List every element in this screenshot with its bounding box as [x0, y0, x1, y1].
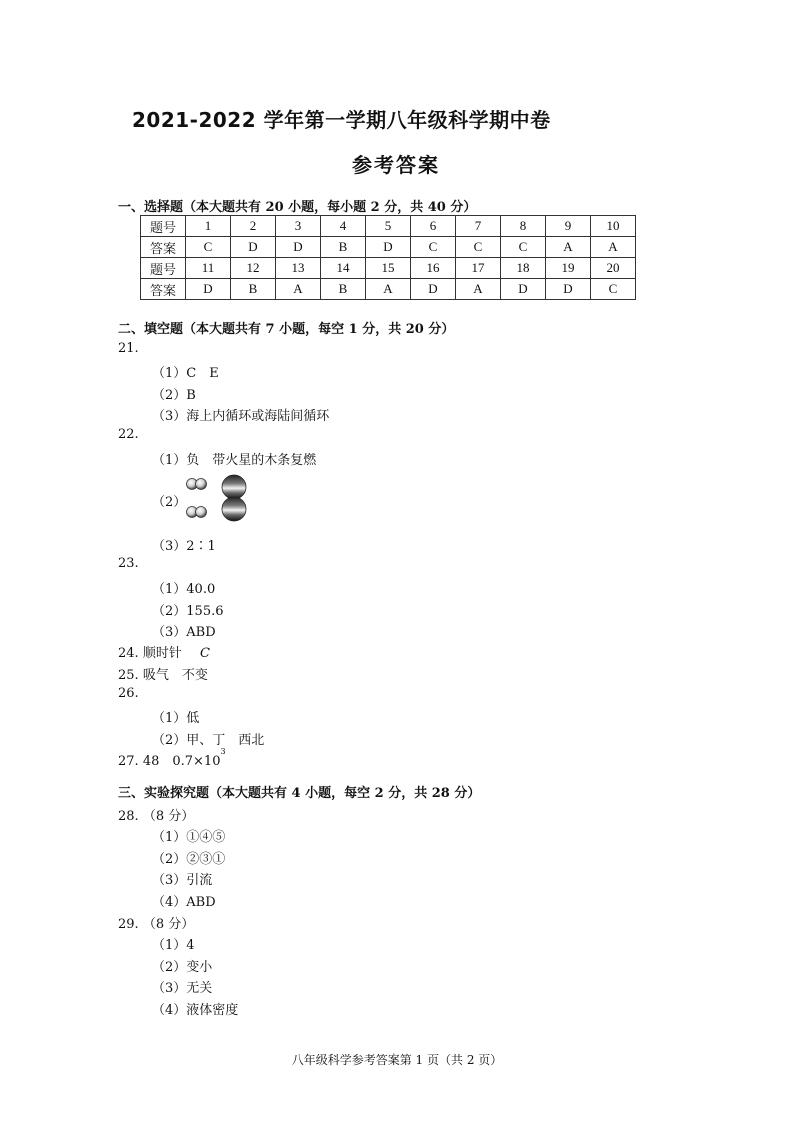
table-cell: 12	[231, 258, 276, 279]
table-cell: D	[276, 237, 321, 258]
table-cell: B	[321, 237, 366, 258]
answer-text: 吸气 不变	[142, 668, 208, 683]
table-row	[141, 216, 636, 237]
table-cell: C	[456, 237, 501, 258]
question-29-header	[118, 913, 194, 932]
question-number: 21.	[118, 341, 139, 356]
table-cell: A	[276, 279, 321, 300]
question-number: 25.	[118, 668, 139, 683]
question-number: 23.	[118, 556, 139, 571]
table-cell: A	[456, 279, 501, 300]
answer-line: （4）ABD	[152, 895, 216, 910]
table-cell: 题号	[141, 216, 186, 237]
question-points: （8 分）	[142, 917, 195, 932]
table-cell: D	[546, 279, 591, 300]
answer-line: （4）液体密度	[152, 1003, 239, 1018]
answer-line: （3）海上内循环或海陆间循环	[152, 409, 330, 424]
table-row	[141, 237, 636, 258]
hydrogen-molecule-icon	[187, 507, 207, 518]
table-cell: B	[231, 279, 276, 300]
question-28-header	[118, 805, 194, 824]
table-cell: 15	[366, 258, 411, 279]
answer-line: （3）2∶1	[152, 539, 216, 554]
molecule-diagram	[184, 474, 254, 524]
table-cell: 16	[411, 258, 456, 279]
answer-line: （1）低	[152, 711, 200, 726]
table-cell: D	[501, 279, 546, 300]
answer-line: （1）4	[152, 938, 195, 953]
answer-line: （3）无关	[152, 981, 213, 996]
table-cell: 1	[186, 216, 231, 237]
table-cell: 9	[546, 216, 591, 237]
table-cell: D	[231, 237, 276, 258]
question-number: 22.	[118, 427, 139, 442]
table-cell: 13	[276, 258, 321, 279]
table-cell: C	[186, 237, 231, 258]
table-cell: 14	[321, 258, 366, 279]
page-subtitle: 参考答案	[352, 153, 440, 177]
answer-letter: C	[199, 646, 210, 661]
answer-line: （1）负 带火星的木条复燃	[152, 453, 317, 468]
question-number: 29.	[118, 917, 139, 932]
answer-line: （2）	[152, 495, 187, 510]
table-cell: 19	[546, 258, 591, 279]
answer-table	[140, 215, 636, 300]
table-cell: D	[411, 279, 456, 300]
table-cell: 6	[411, 216, 456, 237]
table-cell: 10	[591, 216, 636, 237]
answer-line: （3）ABD	[152, 625, 216, 640]
table-cell: A	[546, 237, 591, 258]
table-cell: 5	[366, 216, 411, 237]
table-cell: D	[366, 237, 411, 258]
answer-line: （1）40.0	[152, 582, 216, 597]
section-2-heading: 二、填空题（本大题共有 7 小题，每空 1 分，共 20 分）	[118, 322, 455, 337]
question-number: 28.	[118, 809, 139, 824]
table-cell: C	[501, 237, 546, 258]
answer-text: 顺时针	[142, 646, 182, 661]
question-number: 26.	[118, 686, 139, 701]
answer-line: （2）变小	[152, 960, 213, 975]
table-cell: 17	[456, 258, 501, 279]
table-cell: 8	[501, 216, 546, 237]
section-1-heading: 一、选择题（本大题共有 20 小题，每小题 2 分，共 40 分）	[118, 200, 477, 215]
hydrogen-molecule-icon	[187, 479, 207, 490]
answer-line: （2）155.6	[152, 604, 224, 619]
question-number: 24.	[118, 646, 139, 661]
answer-line: （1）①④⑤	[152, 830, 226, 845]
table-cell: D	[186, 279, 231, 300]
question-number: 27.	[118, 754, 139, 769]
answer-line: （2）甲、丁 西北	[152, 733, 265, 748]
table-cell: 题号	[141, 258, 186, 279]
section-3-heading: 三、实验探究题（本大题共有 4 小题，每空 2 分，共 28 分）	[118, 786, 481, 801]
answer-line: （1）C E	[152, 366, 219, 381]
question-points: （8 分）	[142, 809, 195, 824]
table-row	[141, 279, 636, 300]
table-cell: A	[591, 237, 636, 258]
table-cell: 11	[186, 258, 231, 279]
page-footer: 八年级科学参考答案第 1 页（共 2 页）	[291, 1053, 503, 1067]
question-27	[118, 747, 226, 769]
page-title: 2021-2022 学年第一学期八年级科学期中卷	[132, 108, 551, 132]
table-cell: 3	[276, 216, 321, 237]
table-cell: C	[591, 279, 636, 300]
table-cell: 7	[456, 216, 501, 237]
table-cell: 答案	[141, 279, 186, 300]
exponent: 3	[220, 747, 226, 756]
table-row	[141, 258, 636, 279]
answer-line: （2）B	[152, 388, 196, 403]
table-cell: 答案	[141, 237, 186, 258]
table-cell: 2	[231, 216, 276, 237]
answer-line: （3）引流	[152, 873, 213, 888]
table-cell: A	[366, 279, 411, 300]
question-25	[118, 664, 208, 683]
table-cell: 18	[501, 258, 546, 279]
table-cell: 4	[321, 216, 366, 237]
table-cell: B	[321, 279, 366, 300]
table-cell: C	[411, 237, 456, 258]
answer-line: （2）②③①	[152, 852, 226, 867]
table-cell: 20	[591, 258, 636, 279]
answer-text: 48 0.7×10	[142, 754, 221, 769]
question-24	[118, 642, 210, 661]
oxygen-molecule-icon	[222, 475, 246, 521]
